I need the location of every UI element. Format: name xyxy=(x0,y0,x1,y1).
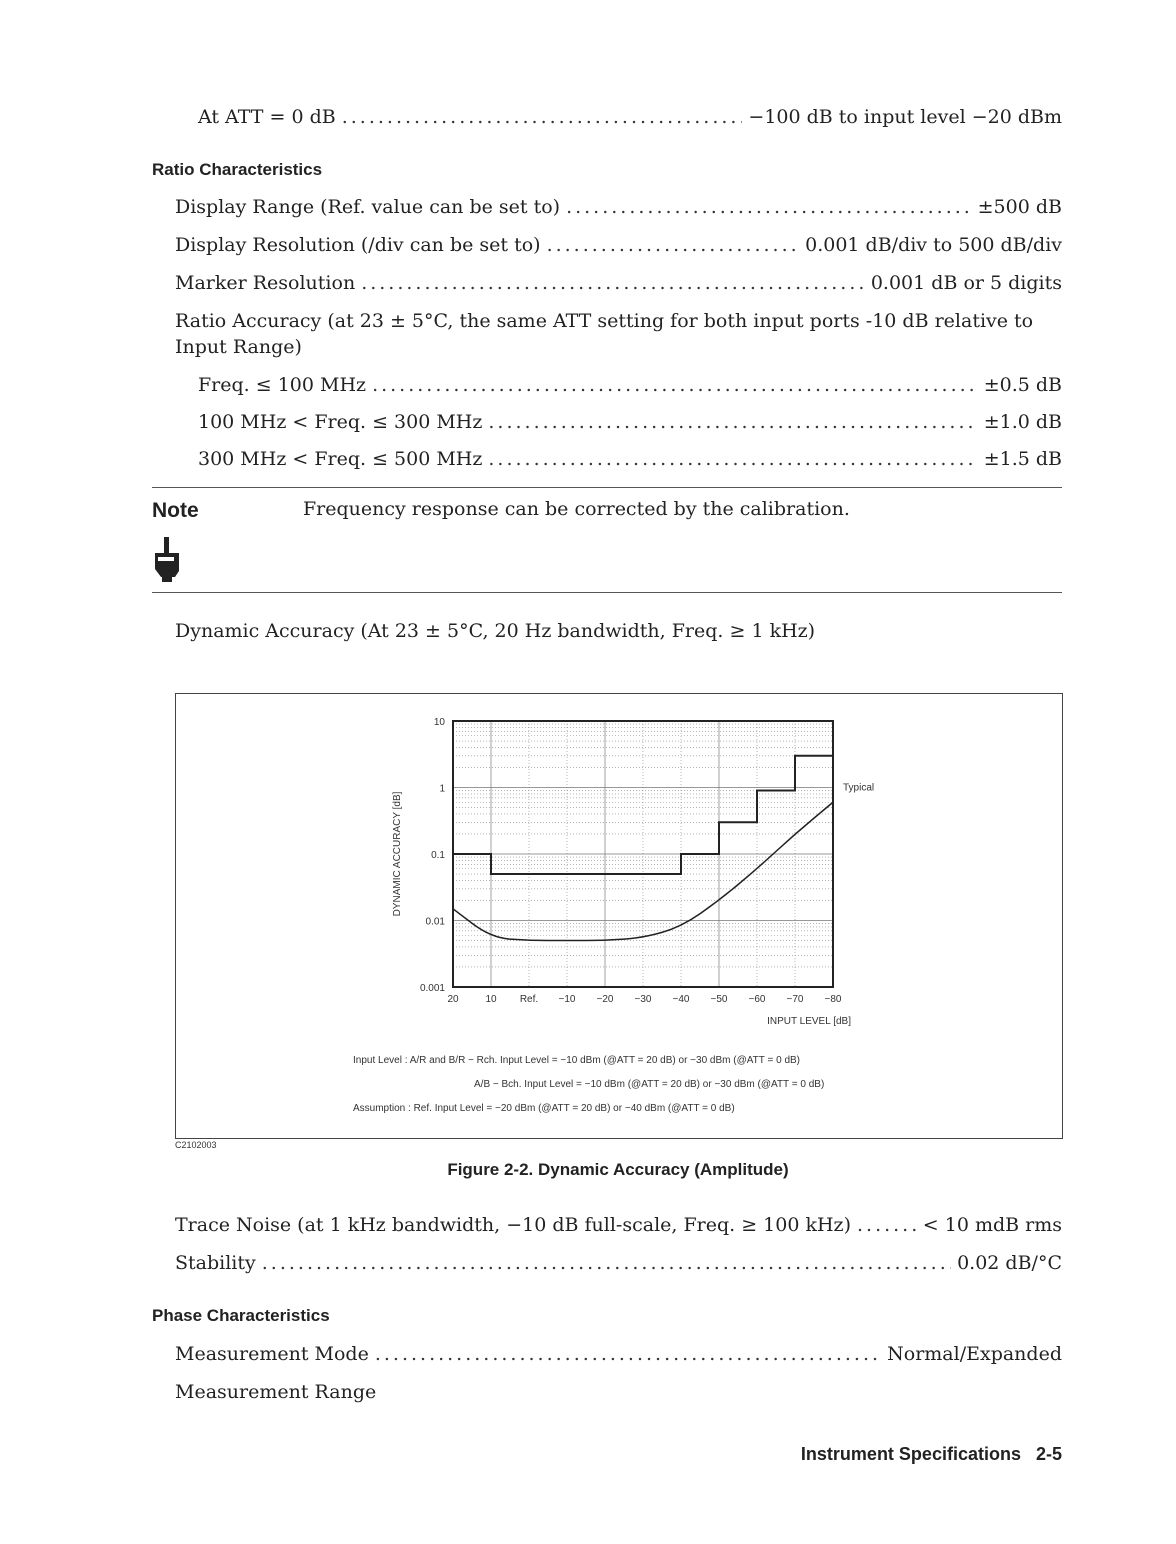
y-tick-label: 0.1 xyxy=(431,850,445,861)
paragraph: Ratio Accuracy (at 23 ± 5°C, the same ATT setting for both input ports -10 dB relative to xyxy=(175,310,1034,332)
leader xyxy=(262,1252,951,1274)
spec-label: 100 MHz < Freq. ≤ 300 MHz xyxy=(198,411,483,433)
y-axis-label: DYNAMIC ACCURACY [dB] xyxy=(392,791,403,917)
x-tick-label: −80 xyxy=(824,994,842,1005)
figure-id: C2102003 xyxy=(175,1140,217,1150)
spec-value: 0.001 dB or 5 digits xyxy=(870,272,1062,294)
y-tick-label: 0.001 xyxy=(419,983,445,994)
y-tick-label: 10 xyxy=(433,717,445,728)
spec-label: Measurement Mode xyxy=(175,1343,369,1365)
spec-value: ±1.5 dB xyxy=(983,448,1062,470)
spec-value: Normal/Expanded xyxy=(887,1343,1062,1365)
x-tick-label: −60 xyxy=(748,994,766,1005)
spec-label: 300 MHz < Freq. ≤ 500 MHz xyxy=(198,448,483,470)
footer-section: Instrument Specifications xyxy=(800,1444,1021,1464)
y-tick-label: 1 xyxy=(439,783,445,795)
spec-label: Marker Resolution xyxy=(175,272,356,294)
spec-label: At ATT = 0 dB xyxy=(198,106,336,128)
x-axis-label: INPUT LEVEL [dB] xyxy=(767,1016,851,1027)
spec-value: ±500 dB xyxy=(977,196,1062,218)
leader xyxy=(857,1214,917,1236)
spec-label: Freq. ≤ 100 MHz xyxy=(198,374,367,396)
paragraph: Dynamic Accuracy (At 23 ± 5°C, 20 Hz bandwidth, Freq. ≥ 1 kHz) xyxy=(175,620,816,642)
legend-typical: Typical xyxy=(843,782,875,794)
spec-row xyxy=(175,1214,1062,1236)
note-label: Note xyxy=(152,499,199,522)
figure-caption: Figure 2-2. Dynamic Accuracy (Amplitude) xyxy=(447,1160,789,1179)
figure-note: A/B − Bch. Input Level = −10 dBm (@ATT = 20 dB) or −30 dBm (@ATT = 0 dB) xyxy=(474,1079,825,1090)
section-heading: Ratio Characteristics xyxy=(152,160,323,179)
spec-value: −100 dB to input level −20 dBm xyxy=(748,106,1062,128)
spec-label: Display Range (Ref. value can be set to) xyxy=(175,196,561,218)
x-tick-label: 20 xyxy=(447,994,459,1005)
x-tick-label: Ref. xyxy=(519,994,539,1005)
spec-label: Display Resolution (/div can be set to) xyxy=(175,234,541,256)
x-tick-label: −40 xyxy=(672,994,690,1005)
figure-note: Input Level : A/R and B/R − Rch. Input Level = −10 dBm (@ATT = 20 dB) or −30 dBm (@ATT = 0 dB) xyxy=(353,1055,801,1066)
y-tick-label: 0.01 xyxy=(425,916,445,928)
figure-note: Assumption : Ref. Input Level = −20 dBm (@ATT = 20 dB) or −40 dBm (@ATT = 0 dB) xyxy=(353,1103,735,1114)
x-tick-label: −30 xyxy=(634,994,652,1005)
spec-value: ±0.5 dB xyxy=(983,374,1062,396)
note-text: Frequency response can be corrected by the calibration. xyxy=(303,498,850,520)
spec-row xyxy=(175,1252,1062,1274)
x-tick-label: −50 xyxy=(710,994,728,1005)
leader xyxy=(375,1343,881,1365)
spec-label: Trace Noise (at 1 kHz bandwidth, −10 dB full-scale, Freq. ≥ 100 kHz) xyxy=(175,1214,851,1236)
spec-value: ±1.0 dB xyxy=(983,411,1062,433)
spec-label: Stability xyxy=(175,1252,256,1274)
paragraph: Input Range) xyxy=(175,336,302,358)
section-heading: Phase Characteristics xyxy=(152,1306,330,1325)
spec-value: < 10 mdB rms xyxy=(922,1214,1062,1236)
x-tick-label: 10 xyxy=(485,994,497,1005)
x-tick-label: −70 xyxy=(786,994,804,1005)
spec-value: 0.001 dB/div to 500 dB/div xyxy=(805,234,1062,256)
spec-value: 0.02 dB/°C xyxy=(957,1252,1062,1274)
paragraph: Measurement Range xyxy=(175,1381,377,1403)
spec-row xyxy=(175,1343,1062,1365)
x-tick-label: −10 xyxy=(558,994,576,1005)
page-footer xyxy=(801,1444,1062,1465)
page-number: 2-5 xyxy=(1035,1444,1062,1464)
x-tick-label: −20 xyxy=(596,994,614,1005)
